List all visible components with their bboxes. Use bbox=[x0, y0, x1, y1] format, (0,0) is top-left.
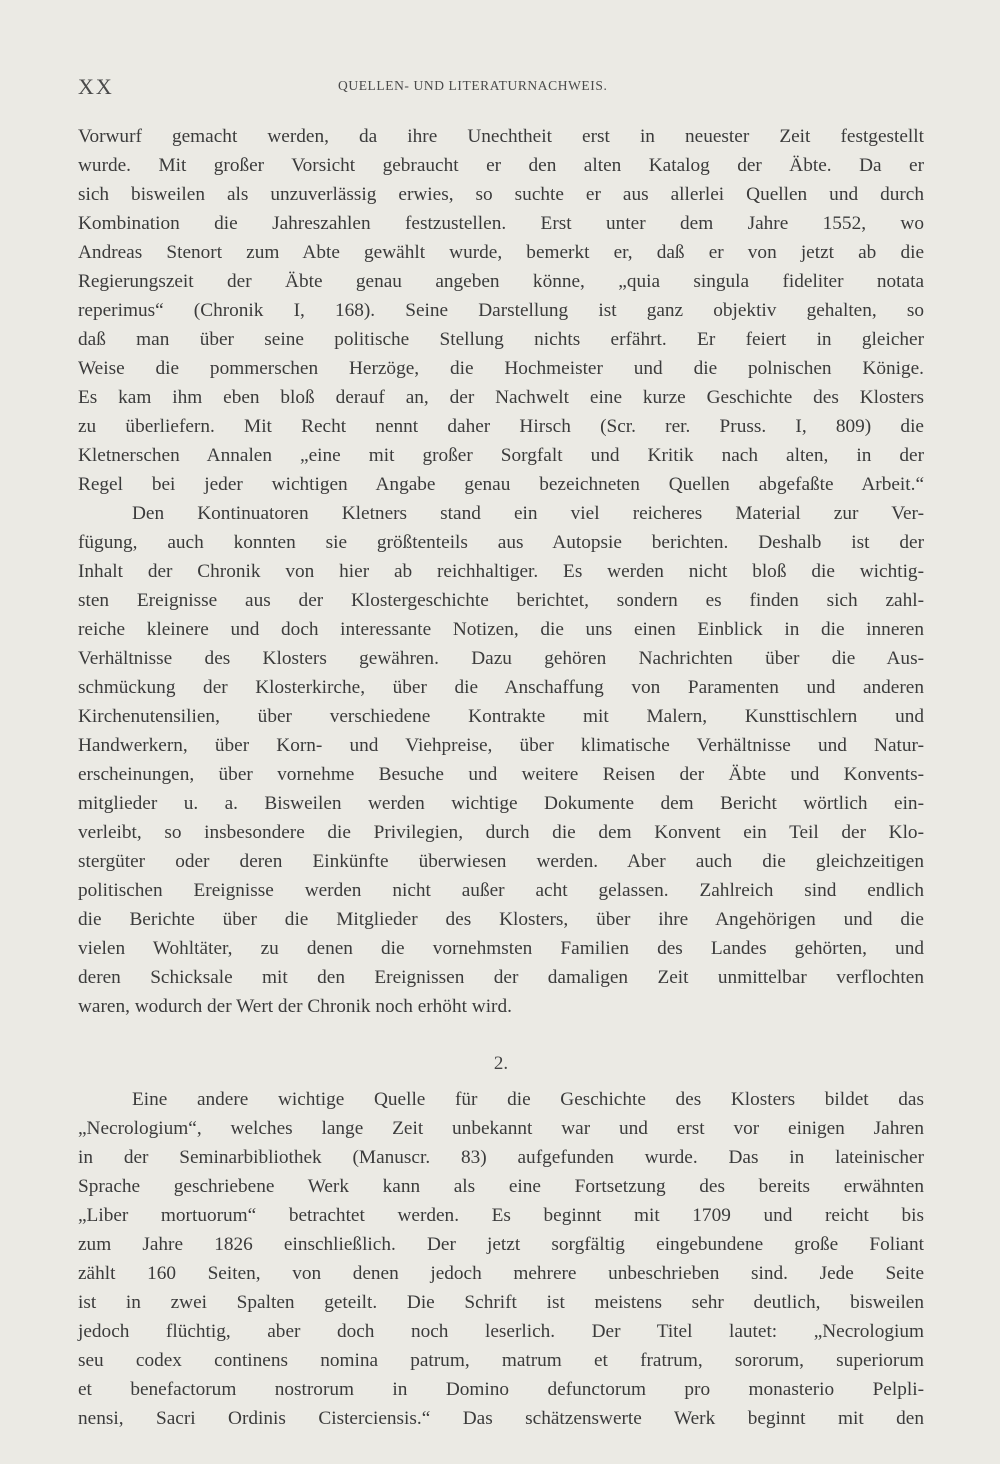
text-line: „Necrologium“, welches lange Zeit unbekannt war und erst vor einigen Jahren bbox=[78, 1118, 924, 1139]
text-line: zählt 160 Seiten, von denen jedoch mehrere unbeschrieben sind. Jede Seite bbox=[78, 1263, 924, 1284]
text-line: erscheinungen, über vornehme Besuche und weitere Reisen der Äbte und Konvents- bbox=[78, 764, 924, 785]
text-line: Vorwurf gemacht werden, da ihre Unechtheit erst in neuester Zeit festgestellt bbox=[78, 126, 924, 147]
text-line: verleibt, so insbesondere die Privilegien, durch die dem Konvent ein Teil der Klo- bbox=[78, 822, 924, 843]
paragraph-2 bbox=[78, 499, 924, 1021]
text-line: fügung, auch konnten sie größtenteils aus Autopsie berichten. Deshalb ist der bbox=[78, 532, 924, 553]
text-line: Handwerkern, über Korn- und Viehpreise, über klimatische Verhältnisse und Natur- bbox=[78, 735, 924, 756]
section-number: 2. bbox=[493, 1053, 509, 1074]
text-line: waren, wodurch der Wert der Chronik noch erhöht wird. bbox=[78, 996, 512, 1017]
text-line: Kombination die Jahreszahlen festzustellen. Erst unter dem Jahre 1552, wo bbox=[78, 213, 924, 234]
text-line: vielen Wohltäter, zu denen die vornehmsten Familien des Landes gehörten, und bbox=[78, 938, 924, 959]
text-line: reiche kleinere und doch interessante Notizen, die uns einen Einblick in die inneren bbox=[78, 619, 924, 640]
text-line: Kirchenutensilien, über verschiedene Kontrakte mit Malern, Kunsttischlern und bbox=[78, 706, 924, 727]
text-line: politischen Ereignisse werden nicht außer acht gelassen. Zahlreich sind endlich bbox=[78, 880, 924, 901]
section-gap bbox=[78, 1021, 924, 1049]
text-line: Kletnerschen Annalen „eine mit großer Sorgfalt und Kritik nach alten, in der bbox=[78, 445, 924, 466]
text-line: Regel bei jeder wichtigen Angabe genau bezeichneten Quellen abgefaßte Arbeit.“ bbox=[78, 474, 924, 495]
text-line: ist in zwei Spalten geteilt. Die Schrift ist meistens sehr deutlich, bisweilen bbox=[78, 1292, 924, 1313]
text-line: Regierungszeit der Äbte genau angeben könne, „quia singula fideliter notata bbox=[78, 271, 924, 292]
text-line: Den Kontinuatoren Kletners stand ein viel reicheres Material zur Ver- bbox=[132, 503, 924, 524]
text-line: Verhältnisse des Klosters gewähren. Dazu gehören Nachrichten über die Aus- bbox=[78, 648, 924, 669]
body-text bbox=[78, 122, 924, 1433]
text-line: jedoch flüchtig, aber doch noch leserlich. Der Titel lautet: „Necrologium bbox=[78, 1321, 924, 1342]
running-head bbox=[78, 70, 924, 100]
text-line: Eine andere wichtige Quelle für die Geschichte des Klosters bildet das bbox=[132, 1089, 924, 1110]
text-line: schmückung der Klosterkirche, über die Anschaffung von Paramenten und anderen bbox=[78, 677, 924, 698]
text-line: mitglieder u. a. Bisweilen werden wichtige Dokumente dem Bericht wörtlich ein- bbox=[78, 793, 924, 814]
text-line: Es kam ihm eben bloß derauf an, der Nachwelt eine kurze Geschichte des Klosters bbox=[78, 387, 924, 408]
text-line: wurde. Mit großer Vorsicht gebraucht er den alten Katalog der Äbte. Da er bbox=[78, 155, 924, 176]
text-line: Sprache geschriebene Werk kann als eine Fortsetzung des bereits erwähnten bbox=[78, 1176, 924, 1197]
text-line: nensi, Sacri Ordinis Cisterciensis.“ Das schätzenswerte Werk beginnt mit den bbox=[78, 1408, 924, 1429]
text-line: die Berichte über die Mitglieder des Klosters, über ihre Angehörigen und die bbox=[78, 909, 924, 930]
text-line: sten Ereignisse aus der Klostergeschichte berichtet, sondern es finden sich zahl- bbox=[78, 590, 924, 611]
text-line: daß man über seine politische Stellung nichts erfährt. Er feiert in gleicher bbox=[78, 329, 924, 350]
page-number: XX bbox=[78, 74, 114, 99]
text-line: in der Seminarbibliothek (Manuscr. 83) aufgefunden wurde. Das in lateinischer bbox=[78, 1147, 924, 1168]
text-line: Andreas Stenort zum Abte gewählt wurde, bemerkt er, daß er von jetzt ab die bbox=[78, 242, 924, 263]
text-line: Inhalt der Chronik von hier ab reichhaltiger. Es werden nicht bloß die wichtig- bbox=[78, 561, 924, 582]
text-line: zu überliefern. Mit Recht nennt daher Hirsch (Scr. rer. Pruss. I, 809) die bbox=[78, 416, 924, 437]
text-line: „Liber mortuorum“ betrachtet werden. Es beginnt mit 1709 und reicht bis bbox=[78, 1205, 924, 1226]
text-line: Weise die pommerschen Herzöge, die Hochmeister und die polnischen Könige. bbox=[78, 358, 924, 379]
text-line: et benefactorum nostrorum in Domino defunctorum pro monasterio Pelpli- bbox=[78, 1379, 924, 1400]
text-line: seu codex continens nomina patrum, matrum et fratrum, sororum, superiorum bbox=[78, 1350, 924, 1371]
text-line: deren Schicksale mit den Ereignissen der damaligen Zeit unmittelbar verflochten bbox=[78, 967, 924, 988]
paragraph-1 bbox=[78, 122, 924, 499]
text-line: reperimus“ (Chronik I, 168). Seine Darstellung ist ganz objektiv gehalten, so bbox=[78, 300, 924, 321]
text-line: stergüter oder deren Einkünfte überwiesen werden. Aber auch die gleichzeitigen bbox=[78, 851, 924, 872]
paragraph-3 bbox=[78, 1085, 924, 1433]
text-line: zum Jahre 1826 einschließlich. Der jetzt sorgfältig eingebundene große Foliant bbox=[78, 1234, 924, 1255]
text-line: sich bisweilen als unzuverlässig erwies, so suchte er aus allerlei Quellen und durch bbox=[78, 184, 924, 205]
running-title: QUELLEN- UND LITERATURNACHWEIS. bbox=[338, 78, 608, 93]
